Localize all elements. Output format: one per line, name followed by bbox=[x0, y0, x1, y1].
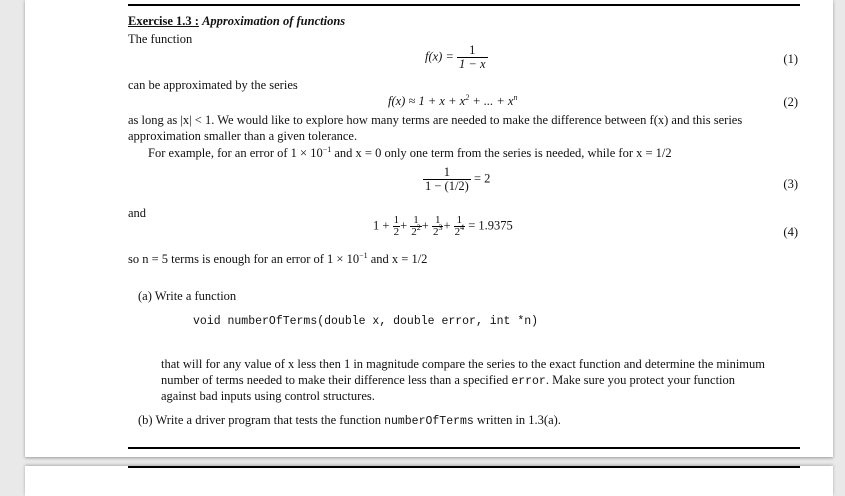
next-page bbox=[25, 466, 833, 496]
eq4-frac-1: $\frac{1}{2}$ bbox=[393, 214, 400, 238]
intro-text: The function bbox=[128, 32, 193, 46]
eq3-tag: (3) bbox=[783, 177, 798, 191]
eq4-rhs: = 1.9375 bbox=[468, 218, 513, 233]
equation-3 bbox=[423, 166, 490, 193]
part-a-line2-pre: number of terms needed to make their difference less than a specified bbox=[161, 373, 509, 387]
part-a-line2-code: error bbox=[511, 375, 546, 388]
exercise-heading bbox=[128, 13, 345, 29]
eq1-numerator: 1 bbox=[457, 44, 487, 58]
eq1-tag: (1) bbox=[783, 52, 798, 66]
exercise-label: Exercise 1.3 : bbox=[128, 14, 199, 28]
eq1-fraction bbox=[457, 44, 487, 71]
so-text-a: so n = 5 terms is enough for an error of 1 × 10 bbox=[128, 252, 360, 266]
equation-1 bbox=[425, 44, 488, 71]
eq4-tag: (4) bbox=[783, 225, 798, 239]
approx-text: can be approximated by the series bbox=[128, 78, 298, 92]
para1-line2: approximation smaller than a given tolerance. bbox=[128, 129, 358, 143]
top-rule bbox=[128, 4, 800, 6]
next-page-rule bbox=[128, 466, 800, 468]
para2-text-b: and x = 0 only one term from the series is needed, while for x = 1/2 bbox=[331, 146, 672, 160]
bottom-rule bbox=[128, 447, 800, 449]
eq2-text: f(x) ≈ 1 + x + x bbox=[388, 94, 466, 108]
eq3-denominator: 1 − (1/2) bbox=[425, 179, 469, 193]
so-text: so n = 5 terms is enough for an error of $1 \times 10^{-1}$ and x = 1/2 bbox=[128, 251, 428, 266]
eq1-denominator: 1 − x bbox=[459, 57, 486, 71]
equation-2: $f(x) \approx 1 + x + x^2$ + ... + $x^n$ bbox=[388, 93, 518, 108]
part-a-line1: that will for any value of x less then 1 in magnitude compare the series to the exact function and determine the minimum bbox=[161, 357, 765, 371]
eq4-lead: 1 + bbox=[373, 218, 390, 233]
para2-text: For example, for an error of 1 × 10 bbox=[148, 146, 323, 160]
part-b-pre: (b) Write a driver program that tests the function bbox=[138, 413, 381, 427]
exercise-title: Approximation of functions bbox=[202, 14, 346, 28]
equation-4: 1 + $\frac{1}{2}$ + $\frac{1}{2^2}$ + $\frac{1}{2^3}$ + $\frac{1}{2^4}$ = 1.9375 bbox=[373, 214, 513, 238]
and-text: and bbox=[128, 206, 147, 220]
eq4-frac-4: $\frac{1}{2^4}$ bbox=[454, 214, 465, 238]
para2: For example, for an error of $1 \times 10^{-1}$ and x = 0 only one term from the series is needed, while for x = 1/2 bbox=[148, 145, 672, 160]
eq3-rhs: = 2 bbox=[473, 171, 491, 186]
part-b-post: written in 1.3(a). bbox=[476, 413, 561, 427]
so-text-b: and x = 1/2 bbox=[367, 252, 428, 266]
eq3-fraction bbox=[423, 166, 471, 193]
part-b bbox=[138, 412, 561, 430]
part-a-label: (a) Write a function bbox=[138, 289, 237, 303]
part-a-line3: against bad inputs using control structures. bbox=[161, 389, 375, 403]
part-a-line2-post: . Make sure you protect your function bbox=[545, 373, 736, 387]
part-b-code: numberOfTerms bbox=[384, 415, 474, 428]
eq4-frac-2: $\frac{1}{2^2}$ bbox=[411, 214, 421, 238]
eq2-tag: (2) bbox=[783, 95, 798, 109]
eq2-tail: + ... + x bbox=[469, 94, 514, 108]
eq1-lhs: f(x) = bbox=[425, 49, 454, 64]
eq3-numerator: 1 bbox=[423, 166, 471, 180]
document-page bbox=[25, 0, 833, 457]
para1-line1: as long as |x| < 1. We would like to explore how many terms are needed to make the difference between f(x) and this series bbox=[128, 113, 743, 127]
code-signature: void numberOfTerms(double x, double error, int *n) bbox=[193, 315, 539, 328]
eq4-frac-3: $\frac{1}{2^3}$ bbox=[432, 214, 443, 238]
